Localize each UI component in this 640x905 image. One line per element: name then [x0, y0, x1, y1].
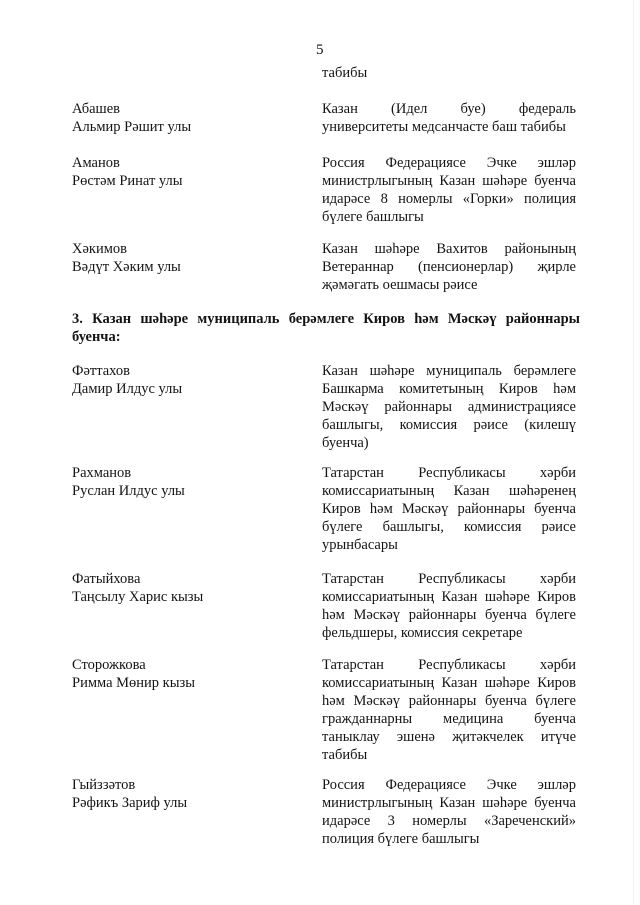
scan-edge-line: [633, 0, 634, 905]
member-position: Татарстан Республикасы хәрби комиссариатының Казан шәһәре Киров һәм Мәскәү районнары буенча бүлеге гражданнарны медицина буенча таныклау эшенә җитәкчелек итүче табибы: [322, 657, 576, 763]
member-given-name: Дамир Илдус улы: [72, 381, 183, 397]
member-position: Татарстан Республикасы хәрби комиссариатының Казан шәһәре Киров һәм Мәскәү районнары буенча бүлеге фельдшеры, комиссия секретаре: [322, 571, 576, 641]
member-given-name: Таңсылу Харис кызы: [72, 589, 204, 605]
member-name: [72, 240, 292, 276]
member-surname: Фәттахов: [72, 363, 130, 379]
member-name: [72, 656, 292, 692]
member-surname: Фатыйхова: [72, 571, 141, 587]
member-surname: Гыйззәтов: [72, 777, 136, 793]
member-name: [72, 776, 292, 812]
member-position: Казан шәһәре муниципаль берәмлеге Башкарма комитетының Киров һәм Мәскәү районнары администрациясе башлыгы, комиссия рәисе (килешү буенча): [322, 363, 576, 451]
member-name: [72, 100, 292, 136]
member-position: Татарстан Республикасы хәрби комиссариатының Казан шәһәренең Киров һәм Мәскәү районнары буенча бүлеге башлыгы, комиссия рәисе урынбасары: [322, 465, 576, 553]
member-given-name: Руслан Илдус улы: [72, 483, 185, 499]
member-position: Казан шәһәре Вахитов районының Ветераннар (пенсионерлар) җирле җәмәгать оешмасы рәисе: [322, 241, 576, 293]
member-surname: Хәкимов: [72, 241, 127, 257]
member-name: [72, 362, 292, 398]
member-given-name: Альмир Рәшит улы: [72, 119, 192, 135]
member-position: Россия Федерациясе Эчке эшләр министрлыгының Казан шәһәре буенча идарәсе 8 номерлы «Горки» полиция бүлеге башлыгы: [322, 155, 576, 225]
member-surname: Сторожкова: [72, 657, 146, 673]
member-surname: Аманов: [72, 155, 120, 171]
member-given-name: Вәдүт Хәким улы: [72, 259, 181, 275]
section-heading: 3. Казан шәһәре муниципаль берәмлеге Киров һәм Мәскәү районнары буенча:: [72, 311, 580, 345]
member-name: [72, 464, 292, 500]
member-given-name: Рөстәм Ринат улы: [72, 173, 183, 189]
member-position: Россия Федерациясе Эчке эшләр министрлыгының Казан шәһәре буенча идарәсе 3 номерлы «Зареченский» полиция бүлеге башлыгы: [322, 777, 576, 847]
member-given-name: Римма Мөнир кызы: [72, 675, 195, 691]
continued-position-text: табибы: [322, 65, 368, 81]
page-number: 5: [316, 42, 324, 58]
member-given-name: Рәфикъ Зариф улы: [72, 795, 188, 811]
member-name: [72, 570, 292, 606]
member-name: [72, 154, 292, 190]
member-surname: Рахманов: [72, 465, 132, 481]
member-surname: Абашев: [72, 101, 120, 117]
member-position: Казан (Идел буе) федераль университеты медсанчасте баш табибы: [322, 101, 576, 135]
